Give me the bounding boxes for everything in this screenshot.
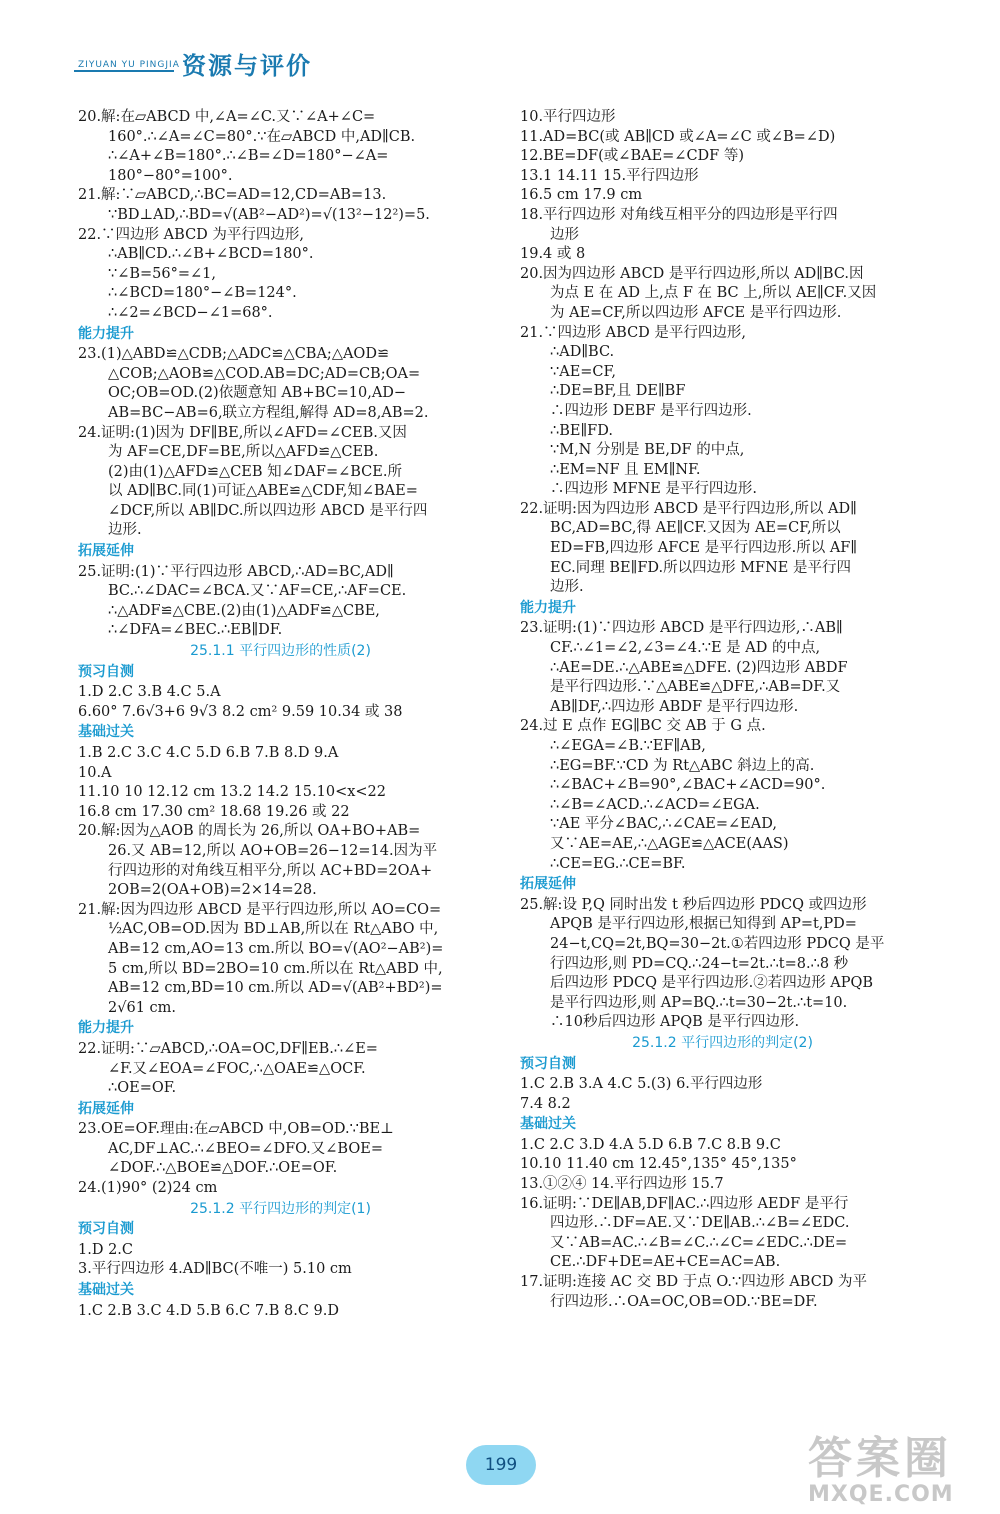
answer-line: AC,DF⊥AC.∴∠BEO=∠DFO.又∠BOE= [108, 1140, 383, 1157]
section-heading: 拓展延伸 [78, 1100, 134, 1117]
answer-line: 10.A [78, 764, 112, 781]
answer-line: 为 AE=CF,所以四边形 AFCE 是平行四边形. [550, 304, 842, 321]
answer-line: ∴∠DFA=∠BEC.∴EB∥DF. [108, 622, 283, 639]
answer-line: 行四边形,则 PD=CQ.∴24−t=2t.∴t=8.∴8 秒 [550, 955, 849, 972]
answer-line: 24−t,CQ=2t,BQ=30−2t.①若四边形 PDCQ 是平 [550, 935, 885, 952]
answer-line: 16.5 cm 17.9 cm [520, 187, 643, 204]
chapter-heading: 25.1.2 平行四边形的判定(2) [632, 1034, 813, 1051]
answer-line: 20.解:因为△AOB 的周长为 26,所以 OA+BO+AB= [78, 823, 421, 840]
answer-line: BC.∴∠DAC=∠BCA.又∵AF=CE,∴AF=CE. [108, 583, 407, 600]
answer-line: 18.平行四边形 对角线互相平分的四边形是平行四 [520, 206, 838, 223]
answer-line: BC,AD=BC,得 AE∥CF.又因为 AE=CF,所以 [550, 520, 841, 537]
answer-line: ∴DE=BF,且 DE∥BF [550, 383, 686, 400]
section-heading: 能力提升 [78, 325, 134, 342]
answer-line: AB∥DF,∴四边形 ABDF 是平行四边形. [550, 698, 799, 715]
answer-line: 11.10 10 12.12 cm 13.2 14.2 15.10<x<22 [78, 784, 387, 801]
answer-line: ED=FB,四边形 AFCE 是平行四边形.所以 AF∥ [550, 540, 858, 557]
answer-line: 1.D 2.C 3.B 4.C 5.A [78, 684, 221, 701]
answer-line: 行四边形.∴OA=OC,OB=OD.∵BE=DF. [550, 1293, 818, 1310]
answer-line: 23.证明:(1)∵四边形 ABCD 是平行四边形,∴AB∥ [520, 620, 843, 637]
answer-line: 24.证明:(1)因为 DF∥BE,所以∠AFD=∠CEB.又因 [78, 424, 407, 441]
answer-line: ∴∠B=∠ACD.∴∠ACD=∠EGA. [550, 796, 760, 813]
answer-line: 又∵AE=AE,∴△AGE≌△ACE(AAS) [550, 835, 789, 852]
answer-line: 为 AF=CE,DF=BE,所以△AFD≌△CEB. [108, 444, 379, 461]
answer-line: ∵AE=CF, [550, 363, 616, 380]
section-heading: 预习自测 [520, 1055, 576, 1072]
answer-line: 22.∵四边形 ABCD 为平行四边形, [78, 226, 305, 243]
answer-line: ∴AD∥BC. [550, 344, 615, 361]
answer-line: ∴EM=NF 且 EM∥NF. [550, 461, 701, 478]
answer-line: 3.平行四边形 4.AD∥BC(不唯一) 5.10 cm [78, 1261, 352, 1278]
watermark-logo [808, 1422, 993, 1510]
answer-line: AB=12 cm,BD=10 cm.所以 AD=√(AB²+BD²)= [108, 980, 443, 997]
answer-line: 后四边形 PDCQ 是平行四边形.②若四边形 APQB [550, 975, 874, 992]
answer-line: 13.1 14.11 15.平行四边形 [520, 167, 699, 184]
answer-line: ∵BD⊥AD,∴BD=√(AB²−AD²)=√(13²−12²)=5. [108, 206, 430, 223]
answer-line: ∵AE 平分∠BAC,∴∠CAE=∠EAD, [550, 816, 777, 833]
answer-line: 边形 [550, 226, 579, 243]
answer-line: ∴10秒后四边形 APQB 是平行四边形. [550, 1014, 800, 1031]
answer-line: ½AC,OB=OD.因为 BD⊥AB,所以在 Rt△ABO 中, [108, 921, 439, 938]
answer-line: 10.10 11.40 cm 12.45°,135° 45°,135° [520, 1156, 797, 1173]
answer-line: OC;OB=OD.(2)依题意知 AB+BC=10,AD− [108, 385, 407, 402]
answer-line: ∠F.又∠EOA=∠FOC,∴△OAE≌△OCF. [108, 1060, 366, 1077]
answer-line: 22.证明:∵▱ABCD,∴OA=OC,DF∥EB.∴∠E= [78, 1040, 378, 1057]
section-heading: 拓展延伸 [78, 543, 134, 560]
watermark-line1: 答案圈 [808, 1433, 952, 1484]
answer-line: 21.∵四边形 ABCD 是平行四边形, [520, 324, 747, 341]
answer-line: ∵∠B=56°=∠1, [108, 265, 217, 282]
answer-line: CF.∴∠1=∠2,∠3=∠4.∵E 是 AD 的中点, [550, 640, 821, 657]
answer-line: 16.8 cm 17.30 cm² 18.68 19.26 或 22 [78, 803, 350, 820]
answer-line: 23.(1)△ABD≌△CDB;△ADC≌△CBA;△AOD≌ [78, 346, 390, 363]
answer-line: 11.AD=BC(或 AB∥CD 或∠A=∠C 或∠B=∠D) [520, 128, 836, 145]
header-title: 资源与评价 [182, 52, 312, 80]
answer-line: 行四边形的对角线互相平分,所以 AC+BD=2OA+ [108, 862, 433, 879]
answer-line: 21.解:∵▱ABCD,∴BC=AD=12,CD=AB=13. [78, 187, 387, 204]
answer-line: 24.过 E 点作 EG∥BC 交 AB 于 G 点. [520, 718, 766, 735]
section-heading: 基础过关 [78, 724, 134, 741]
answer-line: 26.又 AB=12,所以 AO+OB=26−12=14.因为平 [108, 842, 438, 859]
answer-line: 又∵AB=AC.∴∠B=∠C.∴∠C=∠EDC.∴DE= [550, 1234, 848, 1251]
answer-line: 24.(1)90° (2)24 cm [78, 1180, 218, 1197]
answer-line: 19.4 或 8 [520, 246, 586, 263]
answer-line: ∴四边形 DEBF 是平行四边形. [550, 402, 752, 419]
answer-line: ∴OE=OF. [108, 1080, 177, 1097]
answer-line: 是平行四边形,则 AP=BQ.∴t=30−2t.∴t=10. [550, 994, 848, 1011]
answer-line: △COB;△AOB≌△COD.AB=DC;AD=CB;OA= [108, 365, 421, 382]
answer-line: 25.证明:(1)∵平行四边形 ABCD,∴AD=BC,AD∥ [78, 563, 394, 580]
answer-line: ∴∠2=∠BCD−∠1=68°. [108, 304, 273, 321]
answer-line: 为点 E 在 AD 上,点 F 在 BC 上,所以 AE∥CF.又因 [550, 285, 877, 302]
answer-line: ∴∠BCD=180°−∠B=124°. [108, 285, 297, 302]
answer-line: AB=BC−AB=6,联立方程组,解得 AD=8,AB=2. [108, 404, 429, 421]
section-heading: 拓展延伸 [520, 876, 576, 893]
section-heading: 基础过关 [520, 1116, 576, 1133]
answer-line: EC.同理 BE∥FD.所以四边形 MFNE 是平行四 [550, 559, 851, 576]
answer-line: APQB 是平行四边形,根据已知得到 AP=t,PD= [550, 916, 857, 933]
answer-line: 边形. [108, 522, 142, 539]
header-arrow-line [74, 70, 174, 72]
answer-line: 1.C 2.B 3.C 4.D 5.B 6.C 7.B 8.C 9.D [78, 1302, 339, 1319]
left-column [78, 108, 483, 1321]
section-heading: 基础过关 [78, 1282, 134, 1299]
answer-line: 22.证明:因为四边形 ABCD 是平行四边形,所以 AD∥ [520, 500, 857, 517]
answer-line: ∴四边形 MFNE 是平行四边形. [550, 481, 758, 498]
answer-line: 21.解:因为四边形 ABCD 是平行四边形,所以 AO=CO= [78, 901, 442, 918]
answer-line: 13.①②④ 14.平行四边形 15.7 [520, 1176, 724, 1193]
answer-line: 2OB=2(OA+OB)=2×14=28. [108, 882, 317, 899]
answer-line: 180°−80°=100°. [108, 167, 233, 184]
page-number: 199 [466, 1445, 536, 1485]
answer-line: 23.OE=OF.理由:在▱ABCD 中,OB=OD.∵BE⊥ [78, 1121, 394, 1138]
answer-line: 12.BE=DF(或∠BAE=∠CDF 等) [520, 148, 744, 165]
chapter-heading: 25.1.2 平行四边形的判定(1) [190, 1200, 371, 1217]
section-heading: 能力提升 [78, 1020, 134, 1037]
answer-line: 7.4 8.2 [520, 1095, 571, 1112]
header-logo [70, 40, 340, 80]
answer-line: ∴AE=DE.∴△ABE≌△DFE. (2)四边形 ABDF [550, 659, 848, 676]
answer-line: 5 cm,所以 BD=2BO=10 cm.所以在 Rt△ABD 中, [108, 960, 443, 977]
answer-line: ∴△ADF≌△CBE.(2)由(1)△ADF≌△CBE, [108, 602, 380, 619]
answer-line: ∠DCF,所以 AB∥DC.所以四边形 ABCD 是平行四 [108, 502, 428, 519]
answer-line: 25.解:设 P,Q 同时出发 t 秒后四边形 PDCQ 或四边形 [520, 896, 867, 913]
answer-line: 6.60° 7.6√3+6 9√3 8.2 cm² 9.59 10.34 或 38 [78, 703, 403, 720]
section-heading: 预习自测 [78, 663, 134, 680]
answer-line: ∵M,N 分别是 BE,DF 的中点, [550, 442, 745, 459]
answer-line: (2)由(1)△AFD≌△CEB 知∠DAF=∠BCE.所 [108, 463, 402, 480]
answer-line: 1.C 2.C 3.D 4.A 5.D 6.B 7.C 8.B 9.C [520, 1136, 781, 1153]
answer-line: ∠DOF.∴△BOE≌△DOF.∴OE=OF. [108, 1160, 338, 1177]
answer-line: 16.证明:∵DE∥AB,DF∥AC.∴四边形 AEDF 是平行 [520, 1195, 849, 1212]
header-pinyin: ZIYUAN YU PINGJIA [78, 60, 180, 70]
answer-line: 20.解:在▱ABCD 中,∠A=∠C.又∵∠A+∠C= [78, 109, 376, 125]
answer-line: ∴AB∥CD.∴∠B+∠BCD=180°. [108, 246, 314, 263]
answer-line: 1.D 2.C [78, 1241, 133, 1258]
answer-line: 160°.∴∠A=∠C=80°.∵在▱ABCD 中,AD∥CB. [108, 128, 416, 145]
answer-line: 20.因为四边形 ABCD 是平行四边形,所以 AD∥BC.因 [520, 265, 864, 282]
section-heading: 预习自测 [78, 1221, 134, 1238]
answer-line: 2√61 cm. [108, 999, 177, 1016]
answer-line: ∴EG=BF.∵CD 为 Rt△ABC 斜边上的高. [550, 757, 815, 774]
section-heading: 能力提升 [520, 599, 576, 616]
watermark-line2: MXQE.COM [808, 1482, 954, 1507]
answer-line: 1.B 2.C 3.C 4.C 5.D 6.B 7.B 8.D 9.A [78, 745, 339, 761]
answer-line: ∴∠A+∠B=180°.∴∠B=∠D=180°−∠A= [108, 148, 389, 165]
answer-line: CE.∴DF+DE=AE+CE=AC=AB. [550, 1254, 781, 1271]
answer-line: ∴∠EGA=∠B.∵EF∥AB, [550, 738, 706, 754]
answer-line: 四边形.∴DF=AE.又∵DE∥AB.∴∠B=∠EDC. [550, 1215, 850, 1232]
answer-line: AB=12 cm,AO=13 cm.所以 BO=√(AO²−AB²)= [108, 940, 444, 957]
answer-line: ∴BE∥FD. [550, 422, 613, 439]
answer-line: 1.C 2.B 3.A 4.C 5.(3) 6.平行四边形 [520, 1076, 763, 1093]
right-column [520, 108, 925, 1312]
answer-line: 以 AD∥BC.同(1)可证△ABE≌△CDF,知∠BAE= [108, 483, 418, 500]
answer-line: ∴∠BAC+∠B=90°,∠BAC+∠ACD=90°. [550, 777, 826, 794]
chapter-heading: 25.1.1 平行四边形的性质(2) [190, 643, 371, 660]
answer-line: 是平行四边形.∵△ABE≌△DFE,∴AB=DF.又 [550, 679, 841, 696]
answer-line: 17.证明:连接 AC 交 BD 于点 O.∵四边形 ABCD 为平 [520, 1274, 868, 1291]
answer-line: ∴CE=EG.∴CE=BF. [550, 855, 686, 872]
answer-line: 边形. [550, 579, 584, 596]
answer-line: 10.平行四边形 [520, 109, 616, 125]
